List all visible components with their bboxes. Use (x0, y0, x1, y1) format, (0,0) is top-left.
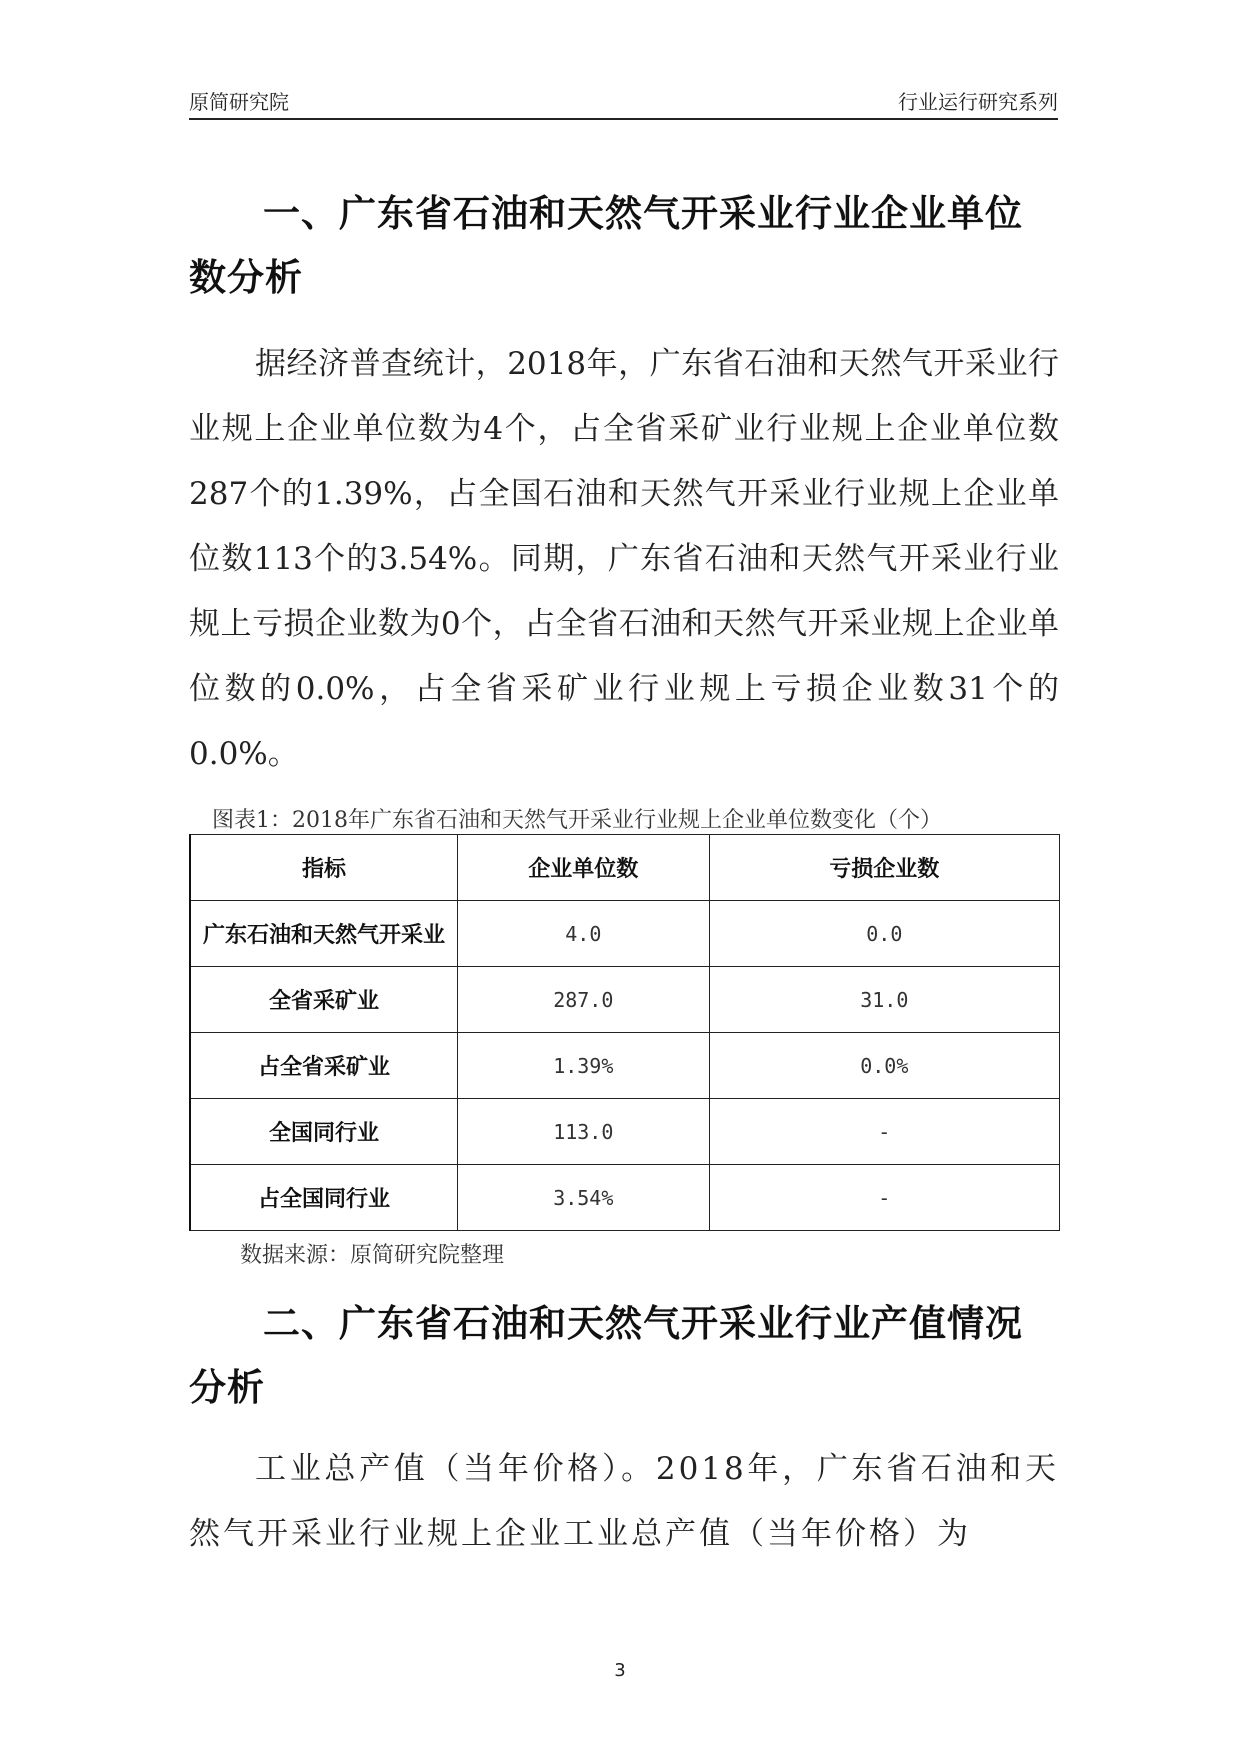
table-caption: 图表1：2018年广东省石油和天然气开采业行业规上企业单位数变化（个） (212, 808, 942, 833)
header-cell-loss-count: 亏损企业数 (709, 835, 1059, 901)
section-2-title: 二、广东省石油和天然气开采业行业产值情况分析 (189, 1302, 1023, 1409)
row-indicator: 占全国同行业 (190, 1165, 458, 1231)
table-row (190, 1099, 1060, 1165)
row-enterprise-count: 3.54% (458, 1165, 710, 1231)
row-enterprise-count: 1.39% (458, 1033, 710, 1099)
row-loss-count: 0.0% (709, 1033, 1059, 1099)
data-source-note: 数据来源：原简研究院整理 (240, 1243, 505, 1268)
row-indicator: 占全省采矿业 (190, 1033, 458, 1099)
row-indicator: 全省采矿业 (190, 967, 458, 1033)
header-cell-enterprise-count: 企业单位数 (458, 835, 710, 901)
header-org-name: 原简研究院 (189, 90, 289, 114)
row-indicator: 广东石油和天然气开采业 (190, 901, 458, 967)
row-enterprise-count: 4.0 (458, 901, 710, 967)
row-loss-count: 31.0 (709, 967, 1059, 1033)
row-loss-count: - (709, 1165, 1059, 1231)
section-1-paragraph: 据经济普查统计，2018年，广东省石油和天然气开采业行业规上企业单位数为4个，占全省采矿业行业规上企业单位数287个的1.39%，占全国石油和天然气开采业行业规上企业单位数113个的3.54%。同期，广东省石油和天然气开采业行业规上亏损企业数为0个，占全省石油和天然气开采业规上企业单位数的0.0%，占全省采矿业行业规上亏损企业数31个的0.0%。 (189, 346, 1059, 772)
table-row (190, 967, 1060, 1033)
header-series-name: 行业运行研究系列 (898, 90, 1058, 114)
section-2-paragraph: 工业总产值（当年价格）。2018年，广东省石油和天然气开采业行业规上企业工业总产值（当年价格）为 (189, 1451, 1059, 1552)
page-number: 3 (614, 1660, 626, 1681)
row-enterprise-count: 113.0 (458, 1099, 710, 1165)
row-indicator: 全国同行业 (190, 1099, 458, 1165)
section-1-title: 一、广东省石油和天然气开采业行业企业单位数分析 (189, 192, 1023, 299)
enterprise-count-table (189, 834, 1060, 1231)
header-cell-indicator: 指标 (190, 835, 458, 901)
table-row (190, 1165, 1060, 1231)
table-header-row (190, 835, 1060, 901)
row-loss-count: 0.0 (709, 901, 1059, 967)
row-enterprise-count: 287.0 (458, 967, 710, 1033)
row-loss-count: - (709, 1099, 1059, 1165)
page-header (189, 84, 1058, 120)
table-row (190, 1033, 1060, 1099)
table-row (190, 901, 1060, 967)
